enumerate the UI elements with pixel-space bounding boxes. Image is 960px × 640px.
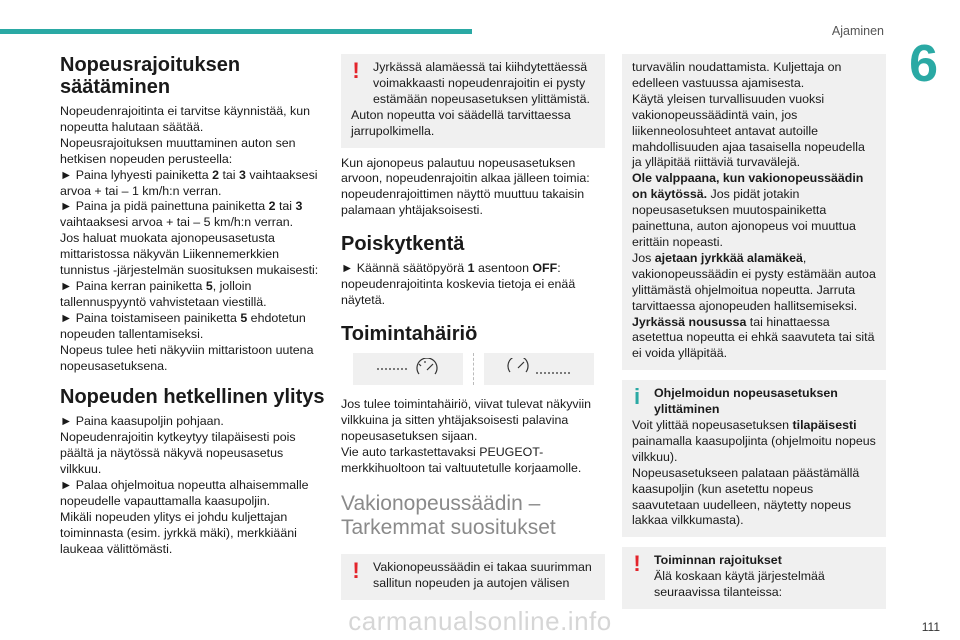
paragraph: Mikäli nopeuden ylitys ei johdu kuljettajan toiminnasta (esim. jyrkkä mäki), merkkiääni laukeaa välittömästi. — [60, 509, 297, 556]
heading-cruise-control-recommendations: Vakionopeussäädin – Tarkemmat suositukset — [341, 492, 556, 540]
bullet-item: ► Paina kaasupoljin pohjaan. — [60, 414, 224, 429]
paragraph: Vie auto tarkastettavaksi PEUGEOT-merkkihuoltoon tai valtuutetulle korjaamolle. — [341, 444, 582, 475]
bullet-item: ► Paina ja pidä painettuna painiketta 2 tai 3 vaihtaaksesi arvoa + tai – 5 km/h:n verran. — [60, 199, 303, 230]
heading-switch-off: Poiskytkentä — [341, 233, 465, 256]
bullet-item: ► Paina toistamiseen painiketta 5 ehdotetun nopeuden tallentamiseksi. — [60, 310, 306, 341]
warning-icon: ! — [352, 558, 360, 584]
bullet-item: ► Paina kerran painiketta 5, jolloin tallennuspyyntö vahvistetaan viestillä. — [60, 278, 267, 309]
paragraph: Nopeudenrajoitin kytkeytyy tilapäisesti pois päältä ja näytössä näkyvä nopeusasetus vilkkuu. — [60, 430, 296, 477]
warning-text: Ole valppaana, kun vakionopeussäädin on käytössä. Jos pidät jotakin nopeusasetuksen muutospainiketta painettuna, auton ajonopeus voi muuttua erittäin nopeasti. — [632, 171, 864, 249]
warning-text: Vakionopeussäädin ei takaa suurimman sallitun nopeuden ja autojen välisen — [373, 560, 592, 591]
warning-text: Käytä yleisen turvallisuuden vuoksi vakionopeussäädintä vain, jos liikenneolosuhteet antavat autoille mahdollisuuden ajaa tasaisella nopeudella ja ylläpitää riittäviä turvavälejä. — [632, 91, 865, 170]
info-text: Nopeusasetukseen palataan päästämällä kaasupoljin (kun asetettu nopeus saavutetaan uudelleen, näytetty nopeus lakkaa vilkkumasta). — [632, 465, 860, 528]
heading-temporary-exceed: Nopeuden hetkellinen ylitys — [60, 386, 325, 409]
paragraph: Jos haluat muokata ajonopeusasetusta mittaristossa näkyvän Liikennemerkkien tunnistus -järjestelmän suosituksen mukaisesti: — [60, 231, 319, 278]
warning-text: Auton nopeutta voi säädellä tarvittaessa jarrupolkimella. — [351, 107, 571, 138]
chapter-number: 6 — [909, 35, 938, 93]
paragraph: Nopeus tulee heti näkyviin mittaristoon uutena nopeusasetuksena. — [60, 342, 314, 373]
warning-icon: ! — [633, 551, 641, 577]
warning-text: Jos ajetaan jyrkkää alamäkeä, vakionopeussäädin ei pysty estämään autoa ylittämästä ohjelmoitua nopeutta. Jarruta tarvittaessa ajonopeuden hallitsemiseksi. — [632, 250, 876, 313]
paragraph: Nopeudenrajoitinta ei tarvitse käynnistää, kun nopeutta halutaan säätää. — [60, 104, 311, 134]
header-accent-bar — [0, 29, 472, 34]
dashes-speedometer-icon — [353, 353, 463, 385]
heading-speed-limit-adjust: Nopeusrajoituksen säätäminen — [60, 54, 241, 98]
warning-text: Älä koskaan käytä järjestelmää seuraavissa tilanteissa: — [654, 569, 825, 600]
column-1 — [60, 54, 326, 558]
warning-text: Jyrkässä alamäessä tai kiihdytettäessä voimakkaasti nopeudenrajoitin ei pysty estämään nopeusasetuksen ylittämistä. — [373, 60, 590, 106]
info-icon: i — [633, 384, 641, 410]
bullet-item: ► Palaa ohjelmoitua nopeutta alhaisemmalle nopeudelle vapauttamalla kaasupoljin. — [60, 478, 309, 508]
heading-malfunction: Toimintahäiriö — [341, 322, 478, 345]
warning-heading: Toiminnan rajoitukset — [654, 553, 782, 568]
warning-box-continued — [622, 54, 886, 370]
divider — [473, 353, 474, 385]
column-2 — [341, 54, 605, 600]
column-3 — [622, 54, 886, 609]
warning-text: Jyrkässä nousussa tai hinattaessa asetettua nopeutta ei ehkä saavuteta tai sitä ei voida ylläpitää. — [632, 314, 875, 361]
info-text: Voit ylittää nopeusasetuksen tilapäisesti painamalla kaasupoljinta (ohjelmoitu nopeus vilkkuu). — [632, 418, 876, 464]
page-number: 111 — [921, 620, 940, 634]
warning-box — [341, 54, 605, 148]
warning-text: turvavälin noudattamista. Kuljettaja on edelleen vastuussa ajamisesta. — [632, 60, 842, 90]
bullet-item: ► Käännä säätöpyörä 1 asentoon OFF: nopeudenrajoitinta koskevia tietoja ei enää näytetä. — [341, 261, 576, 307]
warning-icon: ! — [352, 58, 360, 83]
info-box — [622, 380, 886, 537]
section-title: Ajaminen — [831, 24, 884, 38]
paragraph: Nopeusrajoituksen muuttaminen auton sen hetkisen nopeuden perusteella: — [60, 135, 296, 166]
info-heading: Ohjelmoidun nopeusasetuksen ylittäminen — [654, 386, 838, 417]
speedometer-dashes-icon — [484, 353, 594, 385]
malfunction-display-icons — [341, 353, 605, 385]
bullet-item: ► Paina lyhyesti painiketta 2 tai 3 vaihtaaksesi arvoa + tai – 1 km/h:n verran. — [60, 167, 318, 198]
warning-box — [341, 554, 605, 600]
watermark: carmanualsonline.info — [348, 606, 612, 636]
warning-box — [622, 547, 886, 609]
paragraph: Jos tulee toimintahäiriö, viivat tulevat näkyviin vilkkuina ja sitten yhtäjaksoisesti palavina nopeusasetuksen sijaan. — [341, 396, 591, 443]
paragraph: Kun ajonopeus palautuu nopeusasetuksen arvoon, nopeudenrajoitin alkaa jälleen toimia: nopeudenrajoittimen näyttö muuttuu takaisin palamaan yhtäjaksoisesti. — [341, 155, 590, 218]
